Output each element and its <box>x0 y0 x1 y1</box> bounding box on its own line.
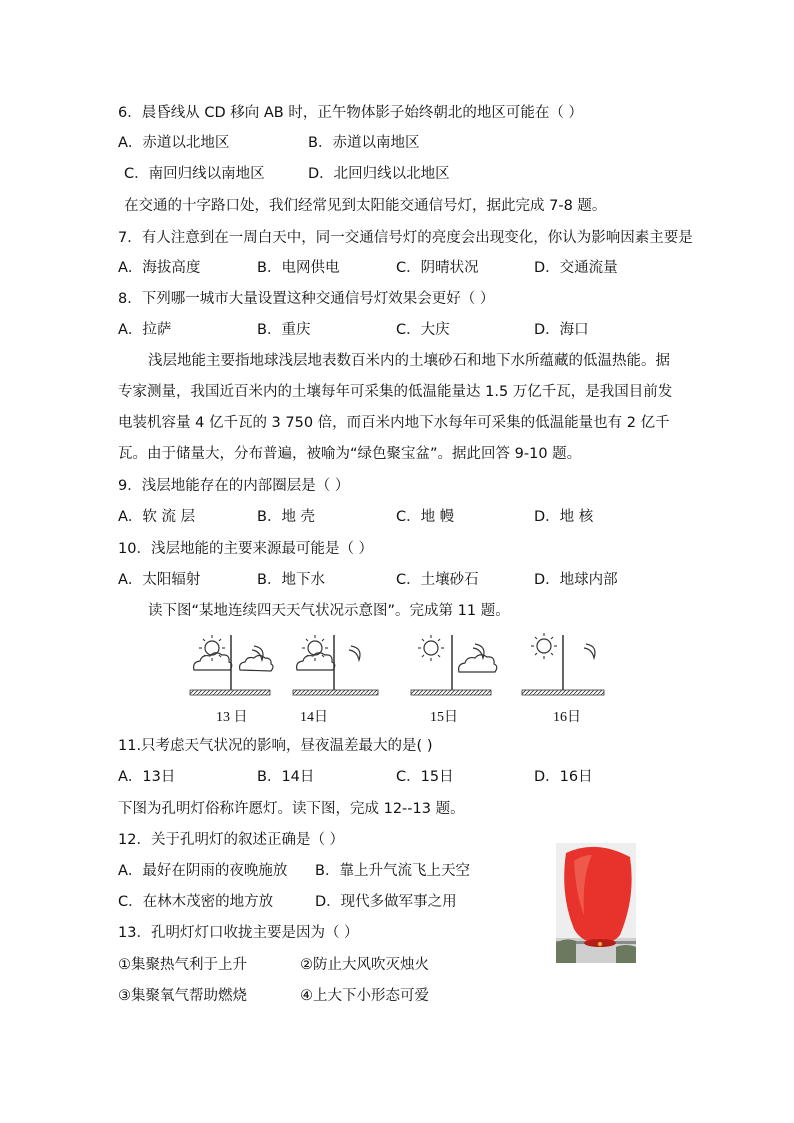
q10-stem: 10．浅层地能的主要来源最可能是（ ） <box>118 541 374 557</box>
intro-7-8: 在交通的十字路口处，我们经常见到太阳能交通信号灯，据此完成 7-8 题。 <box>124 198 607 214</box>
q6-option-d: D．北回归线以北地区 <box>308 166 450 182</box>
q12-option-d: D．现代多做军事之用 <box>315 894 457 910</box>
day-label-16: 16日 <box>553 710 581 725</box>
q13-option-3: ③集聚氧气帮助燃烧 <box>118 988 247 1004</box>
q13-option-4: ④上大下小形态可爱 <box>300 988 429 1004</box>
day-15-weather <box>411 635 497 695</box>
q11-stem: 11.只考虑天气状况的影响，昼夜温差最大的是( ) <box>118 738 433 754</box>
q11-option-a: A．13日 <box>118 769 176 785</box>
q7-option-b: B．电网供电 <box>257 260 340 276</box>
q8-option-d: D．海口 <box>534 322 589 338</box>
q8-stem: 8．下列哪一城市大量设置这种交通信号灯效果会更好（ ） <box>118 291 495 307</box>
q10-option-a: A．太阳辐射 <box>118 572 201 588</box>
q9-option-c: C．地 幔 <box>396 509 455 525</box>
q7-stem: 7．有人注意到在一周白天中，同一交通信号灯的亮度会出现变化，你认为影响因素主要是 <box>118 230 693 246</box>
four-day-weather-diagram <box>185 630 615 705</box>
q11-option-d: D．16日 <box>534 769 593 785</box>
q10-option-d: D．地球内部 <box>534 572 618 588</box>
q7-option-d: D．交通流量 <box>534 260 618 276</box>
day-label-14: 14日 <box>300 710 328 725</box>
sun-icon <box>418 635 444 661</box>
q13-option-1: ①集聚热气利于上升 <box>118 957 247 973</box>
q8-option-c: C．大庆 <box>396 322 450 338</box>
moon-icon <box>584 644 595 658</box>
q13-stem: 13．孔明灯灯口收拢主要是因为（ ） <box>118 925 359 941</box>
intro-12-13: 下图为孔明灯俗称许愿灯。读下图，完成 12--13 题。 <box>118 801 465 817</box>
q8-option-b: B．重庆 <box>257 322 311 338</box>
cloud-icon <box>240 656 273 672</box>
q13-option-2: ②防止大风吹灭烛火 <box>300 957 429 973</box>
day-14-weather <box>293 635 378 695</box>
moon-icon <box>349 646 360 660</box>
cloud-icon <box>459 655 497 672</box>
day-label-13: 13 日 <box>216 710 248 725</box>
intro-9-10-paragraph: 浅层地能主要指地球浅层地表数百米内的土壤砂石和地下水所蕴藏的低温热能。据专家测量，我国近百米内的土壤每年可采集的低温能量达 1.5 万亿千瓦，是我国目前发电装机容量 4 亿千瓦的 3 750 倍，而百米内地下水每年可采集的低温能量也有 2 亿千瓦。由于储量大，分布普遍，被喻为“绿色聚宝盆”。据此回答 9-10 题。 <box>118 353 673 462</box>
q9-stem: 9．浅层地能存在的内部圈层是（ ） <box>118 478 350 494</box>
q6-stem: 6．晨昏线从 CD 移向 AB 时，正午物体影子始终朝北的地区可能在（ ） <box>118 105 583 121</box>
q11-option-c: C．15日 <box>396 769 454 785</box>
sun-icon <box>531 633 557 659</box>
q7-option-c: C．阴晴状况 <box>396 260 479 276</box>
q6-option-c: C．南回归线以南地区 <box>124 166 265 182</box>
intro-11: 读下图“某地连续四天天气状况示意图”。完成第 11 题。 <box>148 603 510 619</box>
q10-option-b: B．地下水 <box>257 572 325 588</box>
day-16-weather <box>522 633 604 695</box>
q8-option-a: A．拉萨 <box>118 322 172 338</box>
q6-option-b: B．赤道以南地区 <box>308 135 420 151</box>
q9-option-b: B．地 壳 <box>257 509 316 525</box>
q9-option-d: D．地 核 <box>534 509 594 525</box>
q12-stem: 12．关于孔明灯的叙述正确是（ ） <box>118 832 345 848</box>
q6-option-a: A．赤道以北地区 <box>118 135 230 151</box>
q12-option-a: A．最好在阴雨的夜晚施放 <box>118 863 288 879</box>
q7-option-a: A．海拔高度 <box>118 260 201 276</box>
day-label-15: 15日 <box>430 710 458 725</box>
q12-option-b: B．靠上升气流飞上天空 <box>315 863 470 879</box>
q12-option-c: C．在林木茂密的地方放 <box>118 894 274 910</box>
day-13-weather <box>190 635 273 695</box>
kongming-lantern-photo <box>556 843 636 963</box>
q10-option-c: C．土壤砂石 <box>396 572 479 588</box>
q9-option-a: A．软 流 层 <box>118 509 196 525</box>
q11-option-b: B．14日 <box>257 769 315 785</box>
